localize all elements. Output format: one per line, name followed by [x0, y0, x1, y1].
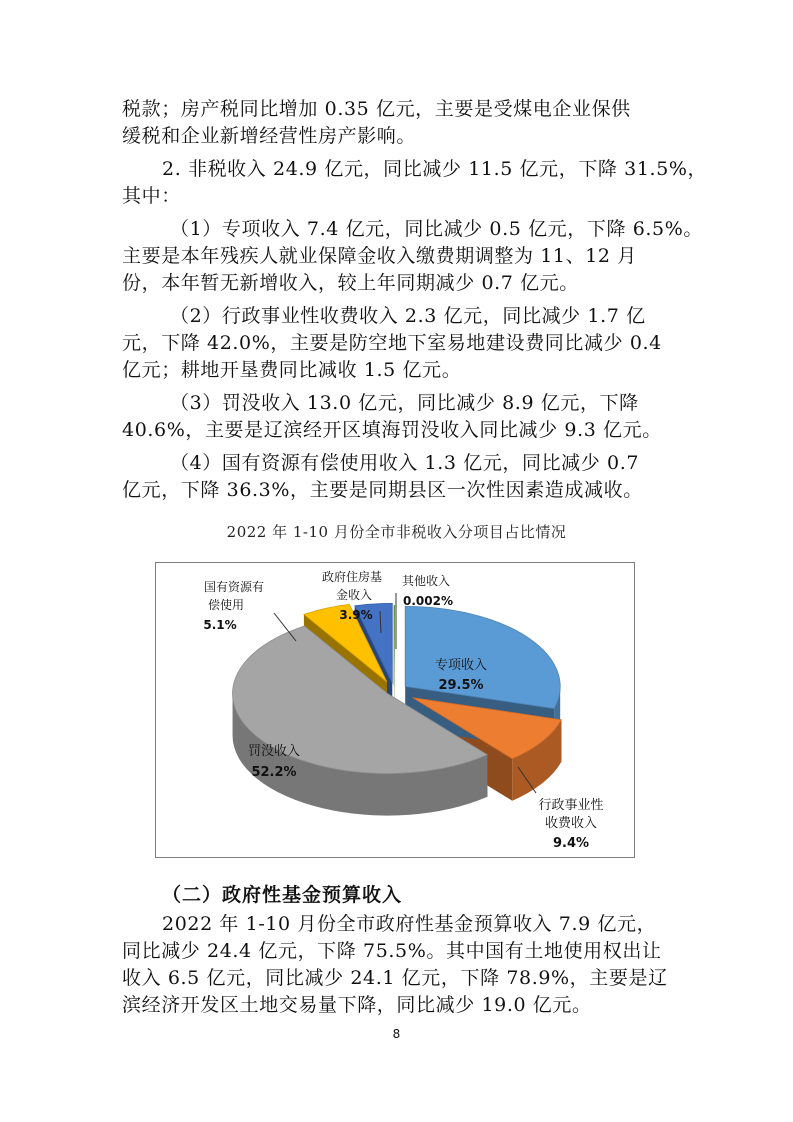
text-line: （4）国有资源有偿使用收入 1.3 亿元，同比减少 0.7	[170, 452, 640, 474]
text-line: 税款；房产税同比增加 0.35 亿元，主要是受煤电企业保供	[122, 98, 631, 120]
label-qita: 其他收入	[401, 574, 451, 588]
pct-zhufang: 3.9%	[339, 608, 373, 622]
pie-chart	[156, 563, 634, 857]
text-line: 亿元，下降 36.3%，主要是同期县区一次性因素造成减收。	[122, 479, 643, 501]
label-xingzheng: 行政事业性	[538, 798, 604, 813]
text-line: （1）专项收入 7.4 亿元，同比减少 0.5 亿元，下降 6.5%。	[170, 218, 703, 240]
label-guoyou-2: 偿使用	[207, 598, 245, 612]
chart-caption: 2022 年 1-10 月份全市非税收入分项目占比情况	[226, 523, 567, 541]
section-heading: （二）政府性基金预算收入	[162, 884, 403, 906]
text-line: （3）罚没收入 13.0 亿元，同比减少 8.9 亿元，下降	[170, 392, 639, 414]
text-line: 40.6%，主要是辽滨经开区填海罚没收入同比减少 9.3 亿元。	[122, 419, 662, 441]
slice-qita	[394, 606, 395, 686]
pct-zhuanxiang: 29.5%	[438, 678, 484, 693]
text-line: 缓税和企业新增经营性房产影响。	[122, 125, 417, 147]
text-line: 其中：	[122, 185, 181, 207]
label-zhufang: 政府住房基	[321, 570, 383, 584]
label-guoyou: 国有资源有	[203, 580, 265, 594]
text-line: 元，下降 42.0%，主要是防空地下室易地建设费同比减少 0.4	[122, 332, 662, 354]
pct-famo: 52.2%	[251, 765, 297, 780]
label-zhuanxiang: 专项收入	[434, 658, 488, 673]
pct-xingzheng: 9.4%	[552, 836, 590, 851]
page-number: 8	[392, 1027, 401, 1041]
text-line: （2）行政事业性收费收入 2.3 亿元，同比减少 1.7 亿	[170, 305, 646, 327]
text-line: 亿元；耕地开垦费同比减收 1.5 亿元。	[122, 359, 462, 381]
pie-chart-frame	[155, 562, 635, 858]
text-line: 收入 6.5 亿元，同比减少 24.1 亿元，下降 78.9%，主要是辽	[122, 967, 668, 989]
text-line: 滨经济开发区土地交易量下降，同比减少 19.0 亿元。	[122, 994, 592, 1016]
text-line: 同比减少 24.4 亿元，下降 75.5%。其中国有土地使用权出让	[122, 940, 662, 962]
text-line: 2. 非税收入 24.9 亿元，同比减少 11.5 亿元，下降 31.5%，	[162, 158, 708, 180]
label-famo: 罚没收入	[247, 744, 301, 759]
pct-qita: 0.002%	[403, 594, 453, 608]
text-line: 2022 年 1-10 月份全市政府性基金预算收入 7.9 亿元，	[162, 913, 657, 935]
label-xingzheng-2: 收费收入	[544, 816, 598, 831]
text-line: 份，本年暂无新增收入，较上年同期减少 0.7 亿元。	[122, 272, 579, 294]
pct-guoyou: 5.1%	[203, 618, 237, 632]
label-zhufang-2: 金收入	[335, 588, 373, 602]
text-line: 主要是本年残疾人就业保障金收入缴费期调整为 11、12 月	[122, 245, 637, 267]
